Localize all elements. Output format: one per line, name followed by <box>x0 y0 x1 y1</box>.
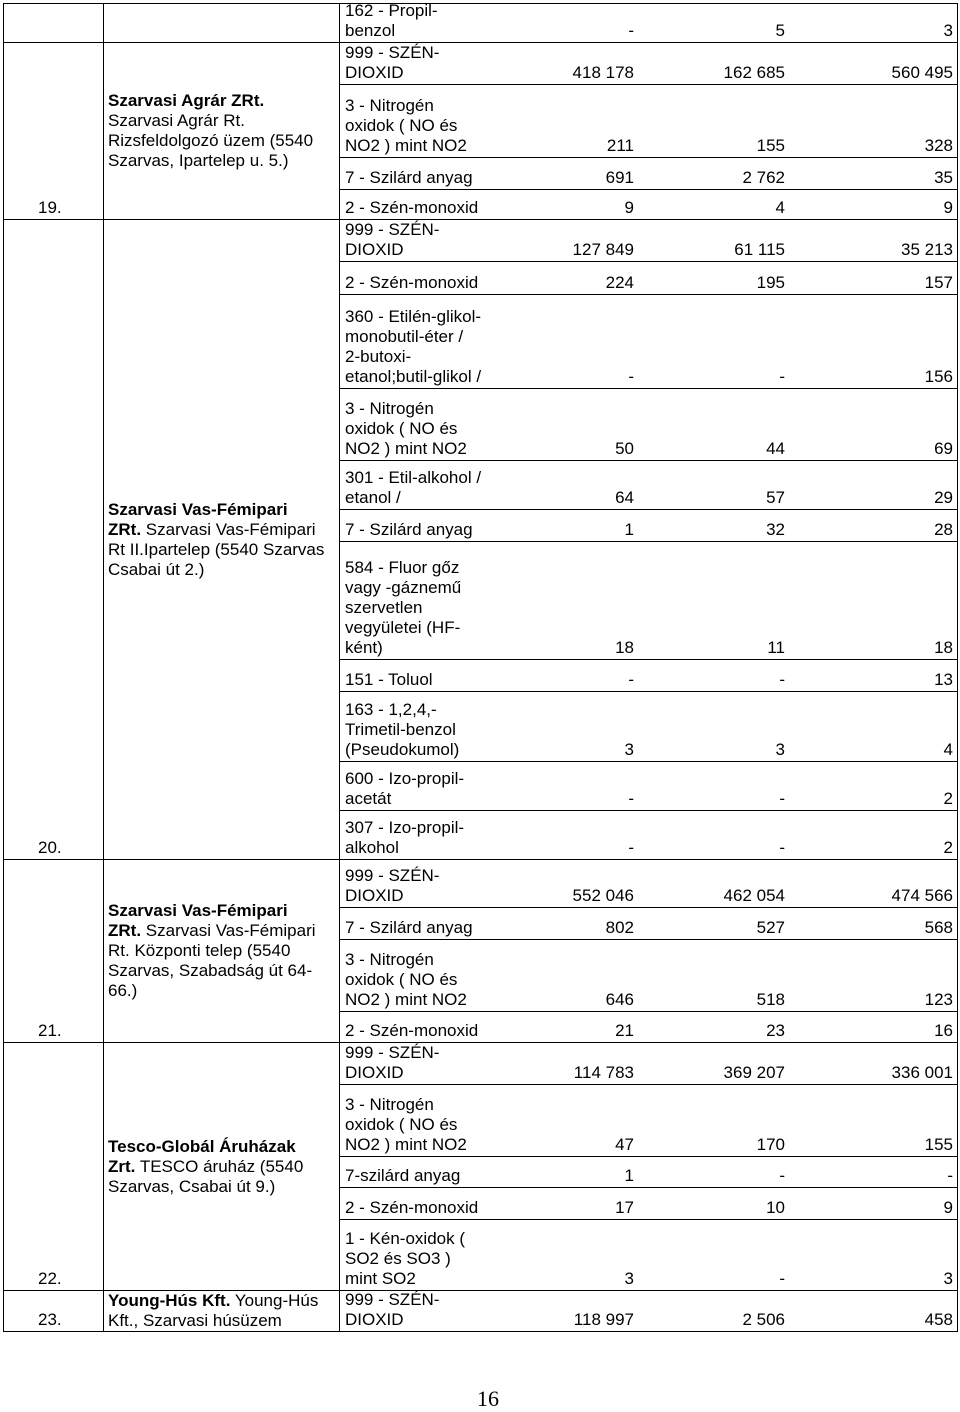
entry-number: 23. <box>38 1310 62 1329</box>
table-row <box>339 295 958 389</box>
value-cell: 18 <box>934 638 953 657</box>
value-cell: 4 <box>775 198 785 217</box>
substance-cell: 307 - Izo-propil- alkohol <box>345 818 465 857</box>
value-cell: 568 <box>924 918 953 937</box>
substance-cell: 2 - Szén-monoxid <box>345 198 479 217</box>
value-cell: 18 <box>615 638 634 657</box>
table-row <box>339 220 958 262</box>
value-cell: 336 001 <box>891 1063 953 1082</box>
company-site: Szarvasi Agrár Rt. Rizsfeldolgozó üzem (5540 Szarvas, Ipartelep u. 5.) <box>108 111 314 170</box>
substance-cell: 360 - Etilén-glikol- monobutil-éter / 2-butoxi- etanol;butil-glikol / <box>345 307 482 386</box>
company-text <box>108 1137 303 1197</box>
value-cell: 527 <box>756 918 785 937</box>
value-cell: 3 <box>943 1269 953 1288</box>
substance-cell: 7 - Szilárd anyag <box>345 520 473 539</box>
value-cell: 3 <box>943 21 953 40</box>
table-row <box>339 389 958 461</box>
company-text <box>108 901 316 1001</box>
company-cell <box>104 1291 339 1331</box>
company-cell <box>104 220 339 859</box>
value-cell: 23 <box>766 1021 785 1040</box>
substance-cell: 7 - Szilárd anyag <box>345 918 473 937</box>
value-cell: 17 <box>615 1198 634 1217</box>
entry-number: 22. <box>38 1269 62 1288</box>
company-name: Szarvasi Agrár ZRt. <box>108 91 265 110</box>
company-name: Szarvasi Vas-Fémipari ZRt. <box>108 901 288 940</box>
company-cell <box>104 43 339 219</box>
value-cell: - <box>947 1166 953 1185</box>
value-cell: 156 <box>924 367 953 386</box>
value-cell: 2 762 <box>742 168 785 187</box>
value-cell: - <box>779 1166 785 1185</box>
table-row <box>339 1220 958 1291</box>
value-cell: 4 <box>943 740 953 759</box>
value-cell: - <box>628 21 634 40</box>
value-cell: 1 <box>624 1166 634 1185</box>
table-row <box>339 908 958 940</box>
value-cell: 155 <box>924 1135 953 1154</box>
value-cell: 29 <box>934 488 953 507</box>
value-cell: 11 <box>767 638 785 657</box>
entry-block <box>3 43 339 220</box>
company-name: Tesco-Globál Áruházak Zrt. <box>108 1136 296 1176</box>
value-cell: 646 <box>605 990 634 1009</box>
value-cell: 123 <box>924 990 953 1009</box>
value-cell: 47 <box>615 1135 634 1154</box>
substance-cell: 2 - Szén-monoxid <box>345 1198 479 1217</box>
value-cell: 458 <box>924 1310 953 1329</box>
value-cell: 155 <box>756 136 785 155</box>
substance-cell: 3 - Nitrogén oxidok ( NO és NO2 ) mint NO2 <box>345 399 467 458</box>
value-cell: - <box>779 670 785 689</box>
value-cell: 13 <box>934 670 953 689</box>
value-cell: 369 207 <box>723 1063 785 1082</box>
value-cell: 9 <box>943 1198 953 1217</box>
table-row <box>339 43 958 85</box>
entry-number-cell <box>4 860 104 1042</box>
entry-number: 20. <box>38 838 62 857</box>
entry-block <box>3 860 339 1043</box>
value-cell: 114 783 <box>573 1063 634 1082</box>
entry-block-continued <box>3 4 339 43</box>
value-cell: 3 <box>775 740 785 759</box>
substance-cell: 2 - Szén-monoxid <box>345 273 479 292</box>
table-row <box>339 1291 958 1332</box>
entry-number-cell <box>4 1043 104 1290</box>
substance-cell: 163 - 1,2,4,- Trimetil-benzol (Pseudokumol) <box>345 700 460 759</box>
entry-block <box>3 220 339 860</box>
substance-cell: 999 - SZÉN- DIOXID <box>345 43 440 82</box>
table-row <box>339 190 958 220</box>
value-cell: 61 115 <box>734 240 785 259</box>
table-row <box>339 85 958 158</box>
value-cell: 170 <box>756 1135 785 1154</box>
value-cell: 518 <box>756 990 785 1009</box>
value-cell: 802 <box>605 918 634 937</box>
value-cell: 10 <box>766 1198 785 1217</box>
entry-block <box>3 1043 339 1291</box>
substance-cell: 584 - Fluor gőz vagy -gáznemű szervetlen vegyületei (HF- ként) <box>345 558 462 657</box>
value-cell: - <box>779 838 785 857</box>
value-cell: 462 054 <box>723 886 785 905</box>
value-cell: 560 495 <box>891 63 953 82</box>
value-cell: - <box>628 838 634 857</box>
table-row <box>339 1 958 43</box>
table-row <box>339 158 958 190</box>
substance-cell: 999 - SZÉN- DIOXID <box>345 1290 440 1329</box>
value-cell: 162 685 <box>723 63 785 82</box>
value-cell: 195 <box>756 273 785 292</box>
entry-number-cell <box>4 43 104 219</box>
value-cell: 691 <box>605 168 634 187</box>
table-row <box>339 811 958 860</box>
value-cell: 3 <box>624 740 634 759</box>
value-cell: 127 849 <box>572 240 634 259</box>
table-row <box>339 940 958 1012</box>
value-cell: 118 997 <box>573 1310 634 1329</box>
table-row <box>339 762 958 811</box>
company-site: Szarvasi Vas-Fémipari Rt. Központi telep (5540 Szarvas, Szabadság út 64- 66.) <box>108 921 316 1000</box>
value-cell: - <box>628 789 634 808</box>
value-cell: - <box>779 1269 785 1288</box>
substance-cell: 7 - Szilárd anyag <box>345 168 473 187</box>
value-cell: 328 <box>924 136 953 155</box>
substance-cell: 2 - Szén-monoxid <box>345 1021 479 1040</box>
value-cell: 224 <box>605 273 634 292</box>
substance-cell: 999 - SZÉN- DIOXID <box>345 220 440 259</box>
value-cell: 9 <box>624 198 634 217</box>
value-cell: 69 <box>934 439 953 458</box>
value-cell: - <box>779 789 785 808</box>
company-cell <box>104 1043 339 1290</box>
value-cell: 2 <box>943 789 953 808</box>
value-cell: 5 <box>775 21 785 40</box>
table-row <box>339 542 958 660</box>
value-cell: 64 <box>615 488 634 507</box>
entry-number: 19. <box>38 198 62 217</box>
substance-cell: 162 - Propil- benzol <box>345 1 438 40</box>
value-cell: 57 <box>766 488 785 507</box>
value-cell: 28 <box>934 520 953 539</box>
company-name: Szarvasi Vas-Fémipari ZRt. <box>108 499 288 539</box>
entry-number-cell <box>4 220 104 859</box>
value-cell: 157 <box>924 273 953 292</box>
company-text <box>108 91 313 171</box>
substance-cell: 3 - Nitrogén oxidok ( NO és NO2 ) mint NO2 <box>345 1095 467 1154</box>
table-row <box>339 1012 958 1043</box>
value-cell: - <box>628 670 634 689</box>
table-row <box>339 1188 958 1220</box>
company-text <box>108 1291 318 1331</box>
value-cell: 35 <box>934 168 953 187</box>
value-cell: 50 <box>615 439 634 458</box>
company-site: Young-Hús Kft., Szarvasi húsüzem <box>108 1291 319 1330</box>
value-cell: 44 <box>766 439 785 458</box>
value-cell: 3 <box>624 1269 634 1288</box>
substance-cell: 7-szilárd anyag <box>345 1166 461 1185</box>
value-cell: 474 566 <box>891 886 953 905</box>
value-cell: 21 <box>615 1021 634 1040</box>
company-site: Szarvasi Vas-Fémipari Rt II.Ipartelep (5540 Szarvas Csabai út 2.) <box>108 519 325 579</box>
substance-cell: 999 - SZÉN- DIOXID <box>345 866 440 905</box>
table-row <box>339 692 958 762</box>
value-cell: 2 <box>943 838 953 857</box>
value-cell: 9 <box>943 198 953 217</box>
page-number: 16 <box>477 1386 499 1411</box>
value-cell: 32 <box>766 520 785 539</box>
company-name: Young-Hús Kft. <box>108 1291 231 1310</box>
table-row <box>339 1157 958 1188</box>
value-cell: 211 <box>606 136 634 155</box>
entry-number-cell <box>4 1291 104 1331</box>
table-row <box>339 461 958 510</box>
table-row <box>339 660 958 692</box>
substance-cell: 999 - SZÉN- DIOXID <box>345 1043 440 1082</box>
company-site: TESCO áruház (5540 Szarvas, Csabai út 9.) <box>108 1156 304 1196</box>
substance-cell: 3 - Nitrogén oxidok ( NO és NO2 ) mint NO2 <box>345 950 467 1009</box>
value-cell: 552 046 <box>572 886 634 905</box>
table-row <box>339 1043 958 1085</box>
table-row <box>339 1085 958 1157</box>
substance-cell: 151 - Toluol <box>345 670 433 689</box>
table-row <box>339 510 958 542</box>
company-text <box>108 500 324 580</box>
value-cell: 16 <box>934 1021 953 1040</box>
substance-cell: 301 - Etil-alkohol / etanol / <box>345 468 482 507</box>
company-cell <box>104 860 339 1042</box>
table-row <box>339 262 958 295</box>
substance-cell: 600 - Izo-propil- acetát <box>345 769 465 808</box>
entry-block <box>3 1291 339 1332</box>
value-cell: - <box>779 367 785 386</box>
value-cell: 1 <box>624 520 634 539</box>
substance-cell: 1 - Kén-oxidok ( SO2 és SO3 ) mint SO2 <box>345 1229 465 1288</box>
value-cell: - <box>628 367 634 386</box>
table-row <box>339 860 958 908</box>
value-cell: 35 213 <box>901 240 953 259</box>
entry-number-cell <box>4 4 104 42</box>
entry-number: 21. <box>38 1021 62 1040</box>
value-cell: 418 178 <box>572 63 634 82</box>
substance-cell: 3 - Nitrogén oxidok ( NO és NO2 ) mint NO2 <box>345 96 467 155</box>
value-cell: 2 506 <box>742 1310 785 1329</box>
